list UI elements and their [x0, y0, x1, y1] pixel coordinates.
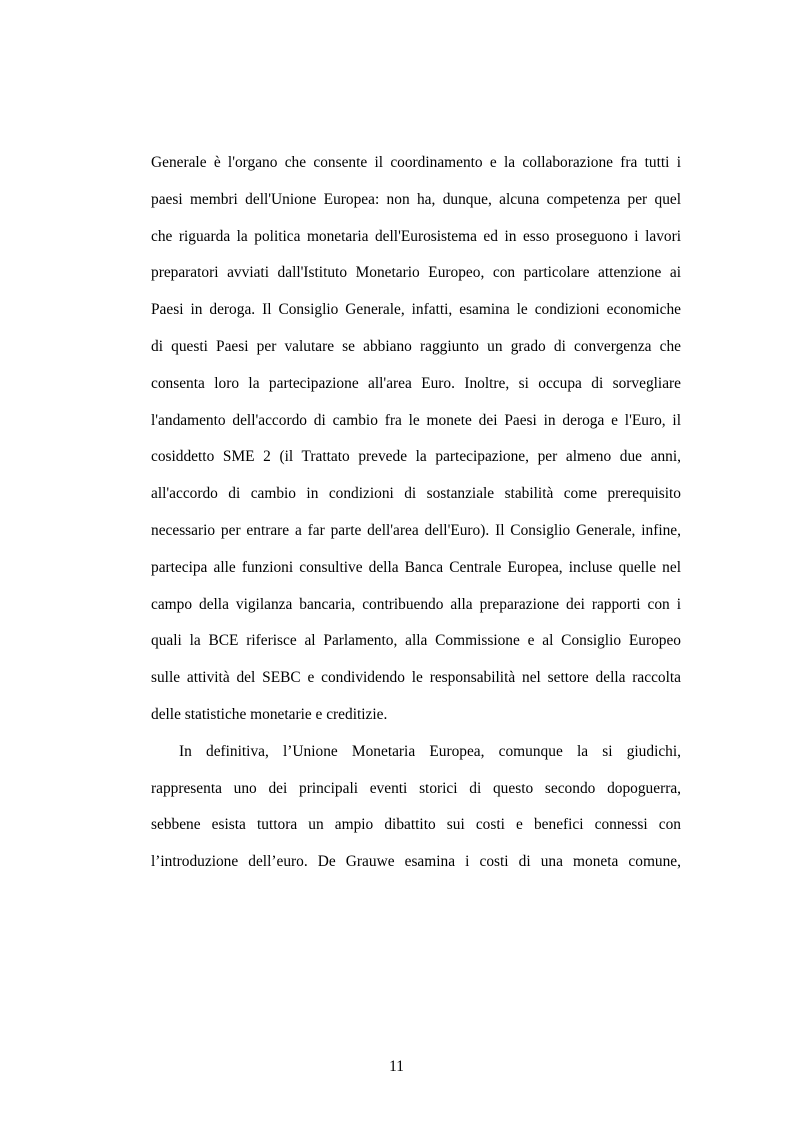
- body-text: [151, 145, 681, 881]
- text-line: preparatori avviati dall'Istituto Monetario Europeo, con particolare attenzione ai: [151, 264, 681, 282]
- text-line: In definitiva, l’Unione Monetaria Europea, comunque la si giudichi,: [179, 742, 681, 760]
- text-line: che riguarda la politica monetaria dell'Eurosistema ed in esso proseguono i lavori: [151, 227, 681, 245]
- text-line: sebbene esista tuttora un ampio dibattito sui costi e benefici connessi con: [151, 816, 681, 834]
- text-line: quali la BCE riferisce al Parlamento, alla Commissione e al Consiglio Europeo: [151, 632, 681, 650]
- text-line: consenta loro la partecipazione all'area Euro. Inoltre, si occupa di sorvegliare: [151, 374, 681, 392]
- text-line: delle statistiche monetarie e creditizie.: [151, 705, 388, 723]
- paragraph-2: [151, 734, 681, 881]
- text-line: campo della vigilanza bancaria, contribuendo alla preparazione dei rapporti con i: [151, 595, 681, 613]
- text-line: necessario per entrare a far parte dell'area dell'Euro). Il Consiglio Generale, infine,: [151, 521, 681, 539]
- text-line: Generale è l'organo che consente il coordinamento e la collaborazione fra tutti i: [151, 154, 681, 171]
- page-number: 11: [389, 1058, 404, 1075]
- paragraph-1: [151, 145, 681, 734]
- text-line: l’introduzione dell’euro. De Grauwe esamina i costi di una moneta comune,: [151, 853, 681, 871]
- text-line: sulle attività del SEBC e condividendo le responsabilità nel settore della raccolta: [151, 669, 681, 687]
- text-line: cosiddetto SME 2 (il Trattato prevede la partecipazione, per almeno due anni,: [151, 448, 681, 466]
- text-line: rappresenta uno dei principali eventi storici di questo secondo dopoguerra,: [151, 779, 681, 797]
- text-line: paesi membri dell'Unione Europea: non ha, dunque, alcuna competenza per quel: [151, 190, 681, 208]
- text-line: l'andamento dell'accordo di cambio fra le monete dei Paesi in deroga e l'Euro, il: [151, 411, 681, 429]
- text-line: all'accordo di cambio in condizioni di sostanziale stabilità come prerequisito: [151, 485, 681, 503]
- text-line: partecipa alle funzioni consultive della Banca Centrale Europea, incluse quelle nel: [151, 558, 681, 576]
- text-line: Paesi in deroga. Il Consiglio Generale, infatti, esamina le condizioni economiche: [151, 301, 681, 319]
- text-line: di questi Paesi per valutare se abbiano raggiunto un grado di convergenza che: [151, 337, 681, 355]
